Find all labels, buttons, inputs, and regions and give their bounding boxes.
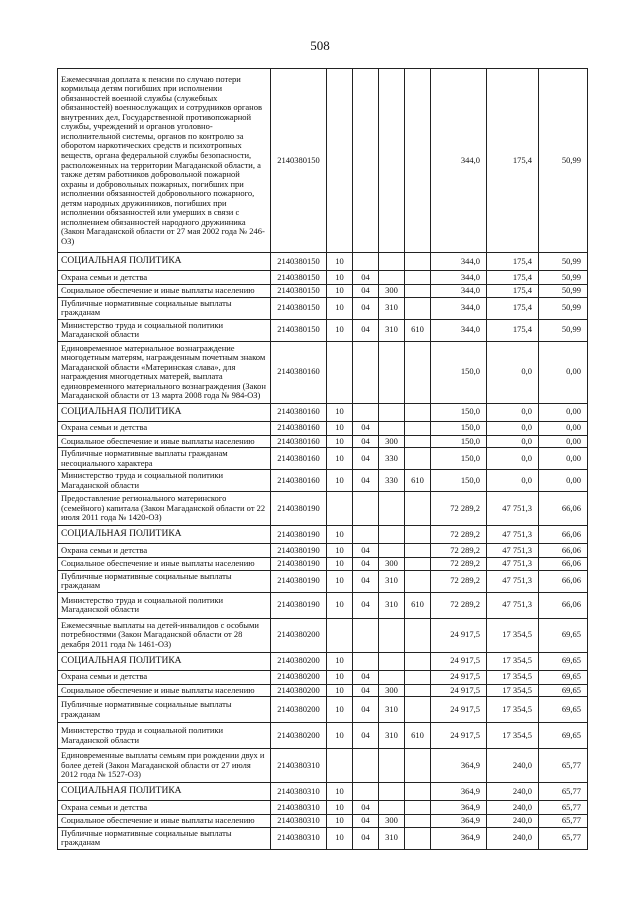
table-row	[58, 526, 588, 544]
row-expense-type	[379, 421, 405, 435]
row-planned-amount: 150,0	[431, 448, 487, 470]
row-execution-percent: 69,65	[539, 618, 588, 652]
row-ministry-code: 610	[405, 319, 431, 341]
row-subsection: 04	[353, 684, 379, 697]
row-ministry-code	[405, 783, 431, 801]
row-planned-amount: 150,0	[431, 341, 487, 403]
table-row	[58, 421, 588, 435]
row-planned-amount: 150,0	[431, 403, 487, 421]
row-subsection: 04	[353, 421, 379, 435]
row-expense-type: 310	[379, 297, 405, 319]
row-section: 10	[327, 544, 353, 558]
row-executed-amount: 47 751,3	[487, 570, 539, 592]
row-code: 2140380150	[271, 69, 327, 253]
row-executed-amount: 0,0	[487, 435, 539, 448]
row-ministry-code	[405, 801, 431, 815]
row-execution-percent: 50,99	[539, 319, 588, 341]
row-code: 2140380310	[271, 749, 327, 783]
row-name: Министерство труда и социальной политики Магаданской области	[58, 470, 271, 492]
row-planned-amount: 364,9	[431, 749, 487, 783]
row-planned-amount: 344,0	[431, 271, 487, 285]
row-code: 2140380150	[271, 285, 327, 298]
row-code: 2140380160	[271, 341, 327, 403]
row-section: 10	[327, 783, 353, 801]
row-executed-amount: 0,0	[487, 470, 539, 492]
row-execution-percent: 0,00	[539, 421, 588, 435]
row-execution-percent: 66,06	[539, 592, 588, 618]
row-subsection	[353, 69, 379, 253]
row-section: 10	[327, 558, 353, 571]
row-section	[327, 618, 353, 652]
row-section: 10	[327, 271, 353, 285]
row-code: 2140380200	[271, 670, 327, 684]
row-execution-percent: 65,77	[539, 827, 588, 849]
row-planned-amount: 24 917,5	[431, 684, 487, 697]
row-executed-amount: 17 354,5	[487, 670, 539, 684]
row-execution-percent: 69,65	[539, 652, 588, 670]
row-code: 2140380150	[271, 271, 327, 285]
row-execution-percent: 50,99	[539, 271, 588, 285]
row-expense-type	[379, 670, 405, 684]
row-planned-amount: 72 289,2	[431, 492, 487, 526]
row-section: 10	[327, 570, 353, 592]
row-subsection: 04	[353, 670, 379, 684]
row-subsection: 04	[353, 558, 379, 571]
row-name: Социальное обеспечение и иные выплаты населению	[58, 435, 271, 448]
row-section	[327, 492, 353, 526]
row-code: 2140380200	[271, 697, 327, 723]
row-planned-amount: 344,0	[431, 319, 487, 341]
row-expense-type: 310	[379, 319, 405, 341]
row-ministry-code	[405, 69, 431, 253]
row-code: 2140380160	[271, 421, 327, 435]
row-expense-type	[379, 492, 405, 526]
row-subsection: 04	[353, 297, 379, 319]
table-row	[58, 69, 588, 253]
row-planned-amount: 344,0	[431, 253, 487, 271]
row-executed-amount: 175,4	[487, 297, 539, 319]
row-section: 10	[327, 697, 353, 723]
row-ministry-code	[405, 421, 431, 435]
row-name: Социальное обеспечение и иные выплаты населению	[58, 285, 271, 298]
row-section: 10	[327, 297, 353, 319]
row-expense-type: 310	[379, 570, 405, 592]
table-row	[58, 470, 588, 492]
budget-table	[57, 68, 588, 850]
row-planned-amount: 24 917,5	[431, 652, 487, 670]
row-expense-type: 310	[379, 697, 405, 723]
row-expense-type: 300	[379, 684, 405, 697]
row-name: Социальное обеспечение и иные выплаты населению	[58, 684, 271, 697]
row-section: 10	[327, 684, 353, 697]
row-expense-type: 300	[379, 558, 405, 571]
row-subsection	[353, 341, 379, 403]
table-row	[58, 558, 588, 571]
row-code: 2140380200	[271, 652, 327, 670]
row-planned-amount: 150,0	[431, 470, 487, 492]
row-section: 10	[327, 319, 353, 341]
row-executed-amount: 240,0	[487, 827, 539, 849]
table-row	[58, 435, 588, 448]
row-execution-percent: 69,65	[539, 670, 588, 684]
row-ministry-code	[405, 403, 431, 421]
row-name: Публичные нормативные выплаты гражданам несоциального характера	[58, 448, 271, 470]
row-name: Охрана семьи и детства	[58, 271, 271, 285]
row-planned-amount: 344,0	[431, 297, 487, 319]
row-name: СОЦИАЛЬНАЯ ПОЛИТИКА	[58, 403, 271, 421]
row-execution-percent: 66,06	[539, 558, 588, 571]
row-planned-amount: 72 289,2	[431, 592, 487, 618]
table-row	[58, 652, 588, 670]
row-name: Публичные нормативные социальные выплаты гражданам	[58, 827, 271, 849]
row-ministry-code: 610	[405, 592, 431, 618]
row-expense-type: 310	[379, 592, 405, 618]
row-executed-amount: 240,0	[487, 783, 539, 801]
row-expense-type: 300	[379, 815, 405, 828]
row-executed-amount: 0,0	[487, 341, 539, 403]
row-subsection: 04	[353, 285, 379, 298]
row-execution-percent: 0,00	[539, 403, 588, 421]
table-row	[58, 403, 588, 421]
row-expense-type	[379, 652, 405, 670]
row-name: Министерство труда и социальной политики Магаданской области	[58, 319, 271, 341]
row-section: 10	[327, 253, 353, 271]
row-execution-percent: 65,77	[539, 749, 588, 783]
row-name: Ежемесячные выплаты на детей-инвалидов с особыми потребностями (Закон Магаданской области от 28 декабря 2011 года № 1461-ОЗ)	[58, 618, 271, 652]
row-executed-amount: 175,4	[487, 253, 539, 271]
row-name: Охрана семьи и детства	[58, 670, 271, 684]
table-row	[58, 285, 588, 298]
row-expense-type: 310	[379, 827, 405, 849]
row-execution-percent: 69,65	[539, 723, 588, 749]
row-name: Социальное обеспечение и иные выплаты населению	[58, 558, 271, 571]
row-execution-percent: 0,00	[539, 341, 588, 403]
row-execution-percent: 0,00	[539, 448, 588, 470]
table-row	[58, 297, 588, 319]
row-execution-percent: 69,65	[539, 697, 588, 723]
row-expense-type	[379, 253, 405, 271]
row-subsection	[353, 652, 379, 670]
row-planned-amount: 24 917,5	[431, 723, 487, 749]
row-ministry-code	[405, 618, 431, 652]
row-executed-amount: 175,4	[487, 69, 539, 253]
row-section: 10	[327, 448, 353, 470]
row-executed-amount: 17 354,5	[487, 723, 539, 749]
row-code: 2140380150	[271, 253, 327, 271]
row-planned-amount: 364,9	[431, 783, 487, 801]
row-expense-type: 300	[379, 435, 405, 448]
row-planned-amount: 150,0	[431, 421, 487, 435]
row-section: 10	[327, 435, 353, 448]
table-row	[58, 801, 588, 815]
page-number: 508	[310, 38, 330, 53]
table-row	[58, 815, 588, 828]
table-row	[58, 253, 588, 271]
table-row	[58, 448, 588, 470]
row-execution-percent: 0,00	[539, 470, 588, 492]
table-row	[58, 783, 588, 801]
row-name: СОЦИАЛЬНАЯ ПОЛИТИКА	[58, 253, 271, 271]
row-expense-type	[379, 526, 405, 544]
row-ministry-code	[405, 285, 431, 298]
row-ministry-code	[405, 492, 431, 526]
row-subsection: 04	[353, 592, 379, 618]
row-name: Охрана семьи и детства	[58, 421, 271, 435]
row-subsection	[353, 618, 379, 652]
row-code: 2140380190	[271, 558, 327, 571]
row-expense-type	[379, 341, 405, 403]
row-executed-amount: 0,0	[487, 403, 539, 421]
row-section: 10	[327, 285, 353, 298]
row-executed-amount: 47 751,3	[487, 558, 539, 571]
row-ministry-code	[405, 815, 431, 828]
row-section	[327, 749, 353, 783]
row-code: 2140380150	[271, 319, 327, 341]
row-section: 10	[327, 526, 353, 544]
table-row	[58, 570, 588, 592]
row-executed-amount: 17 354,5	[487, 652, 539, 670]
row-expense-type	[379, 544, 405, 558]
row-planned-amount: 72 289,2	[431, 526, 487, 544]
row-execution-percent: 0,00	[539, 435, 588, 448]
row-expense-type	[379, 618, 405, 652]
table-row	[58, 749, 588, 783]
row-name: Охрана семьи и детства	[58, 544, 271, 558]
row-planned-amount: 72 289,2	[431, 544, 487, 558]
row-expense-type	[379, 749, 405, 783]
row-planned-amount: 24 917,5	[431, 670, 487, 684]
row-executed-amount: 17 354,5	[487, 697, 539, 723]
row-code: 2140380160	[271, 470, 327, 492]
row-section	[327, 69, 353, 253]
row-name: СОЦИАЛЬНАЯ ПОЛИТИКА	[58, 652, 271, 670]
row-expense-type	[379, 271, 405, 285]
row-execution-percent: 50,99	[539, 285, 588, 298]
row-expense-type: 300	[379, 285, 405, 298]
row-name: Публичные нормативные социальные выплаты гражданам	[58, 297, 271, 319]
row-name: Единовременные выплаты семьям при рождении двух и более детей (Закон Магаданской области от 27 июля 2012 года № 1527-ОЗ)	[58, 749, 271, 783]
row-expense-type: 330	[379, 470, 405, 492]
row-execution-percent: 69,65	[539, 684, 588, 697]
row-execution-percent: 65,77	[539, 783, 588, 801]
row-ministry-code	[405, 670, 431, 684]
row-code: 2140380200	[271, 618, 327, 652]
table-row	[58, 723, 588, 749]
row-ministry-code	[405, 271, 431, 285]
row-execution-percent: 66,06	[539, 492, 588, 526]
row-section: 10	[327, 670, 353, 684]
row-code: 2140380150	[271, 297, 327, 319]
row-code: 2140380190	[271, 570, 327, 592]
row-executed-amount: 47 751,3	[487, 544, 539, 558]
row-executed-amount: 47 751,3	[487, 526, 539, 544]
row-name: Предоставление регионального материнского (семейного) капитала (Закон Магаданской области от 22 июля 2011 года № 1420-ОЗ)	[58, 492, 271, 526]
row-executed-amount: 240,0	[487, 749, 539, 783]
row-planned-amount: 24 917,5	[431, 618, 487, 652]
row-executed-amount: 47 751,3	[487, 592, 539, 618]
row-name: Министерство труда и социальной политики Магаданской области	[58, 592, 271, 618]
row-code: 2140380160	[271, 435, 327, 448]
table-row	[58, 319, 588, 341]
row-subsection: 04	[353, 827, 379, 849]
row-section: 10	[327, 652, 353, 670]
row-executed-amount: 175,4	[487, 319, 539, 341]
row-code: 2140380200	[271, 684, 327, 697]
table-row	[58, 618, 588, 652]
row-section: 10	[327, 801, 353, 815]
row-ministry-code: 610	[405, 723, 431, 749]
row-executed-amount: 0,0	[487, 448, 539, 470]
table-row	[58, 697, 588, 723]
row-expense-type	[379, 403, 405, 421]
row-code: 2140380190	[271, 544, 327, 558]
row-execution-percent: 66,06	[539, 526, 588, 544]
row-ministry-code	[405, 827, 431, 849]
row-ministry-code	[405, 558, 431, 571]
row-subsection: 04	[353, 319, 379, 341]
row-execution-percent: 50,99	[539, 297, 588, 319]
row-subsection	[353, 526, 379, 544]
row-code: 2140380190	[271, 526, 327, 544]
table-row	[58, 271, 588, 285]
row-name: СОЦИАЛЬНАЯ ПОЛИТИКА	[58, 783, 271, 801]
row-executed-amount: 240,0	[487, 801, 539, 815]
row-expense-type	[379, 69, 405, 253]
row-code: 2140380310	[271, 815, 327, 828]
row-ministry-code	[405, 697, 431, 723]
row-section: 10	[327, 403, 353, 421]
row-executed-amount: 175,4	[487, 285, 539, 298]
table-row	[58, 827, 588, 849]
row-subsection: 04	[353, 435, 379, 448]
row-code: 2140380200	[271, 723, 327, 749]
row-subsection	[353, 253, 379, 271]
row-planned-amount: 344,0	[431, 69, 487, 253]
row-section: 10	[327, 723, 353, 749]
row-planned-amount: 364,9	[431, 801, 487, 815]
row-code: 2140380310	[271, 827, 327, 849]
row-execution-percent: 50,99	[539, 69, 588, 253]
row-ministry-code	[405, 544, 431, 558]
row-ministry-code	[405, 652, 431, 670]
row-ministry-code	[405, 684, 431, 697]
row-execution-percent: 66,06	[539, 570, 588, 592]
row-planned-amount: 72 289,2	[431, 570, 487, 592]
row-subsection: 04	[353, 697, 379, 723]
row-executed-amount: 240,0	[487, 815, 539, 828]
row-ministry-code	[405, 341, 431, 403]
row-name: Ежемесячная доплата к пенсии по случаю потери кормильца детям погибших при исполнении обязанностей военной службы (служебных обязанностей) военнослужащих и сотрудников органов внутренних дел, Государственной противопожарной службы, учреждений и органов уголовно-исполнительной системы, органов по контролю за оборотом наркотических средств и психотропных веществ, органа федеральной службы безопасности, расположенных на территории Магаданской области, а также детям работников добровольной пожарной охраны и добровольных пожарных, погибших при исполнении обязанностей добровольного пожарного, детям народных дружинников, погибших при исполнении обязанностей или умерших в связи с исполнением обязанностей народного дружинника (Закон Магаданской области от 27 мая 2002 года № 246-ОЗ)	[58, 69, 271, 253]
row-subsection: 04	[353, 801, 379, 815]
row-planned-amount: 24 917,5	[431, 697, 487, 723]
row-section: 10	[327, 827, 353, 849]
row-name: Публичные нормативные социальные выплаты гражданам	[58, 697, 271, 723]
row-executed-amount: 175,4	[487, 271, 539, 285]
row-subsection	[353, 492, 379, 526]
row-ministry-code	[405, 526, 431, 544]
row-executed-amount: 47 751,3	[487, 492, 539, 526]
row-ministry-code	[405, 448, 431, 470]
row-code: 2140380160	[271, 448, 327, 470]
row-subsection	[353, 749, 379, 783]
row-subsection	[353, 783, 379, 801]
row-ministry-code	[405, 749, 431, 783]
row-execution-percent: 50,99	[539, 253, 588, 271]
row-name: Публичные нормативные социальные выплаты гражданам	[58, 570, 271, 592]
row-subsection	[353, 403, 379, 421]
table-row	[58, 670, 588, 684]
row-name: СОЦИАЛЬНАЯ ПОЛИТИКА	[58, 526, 271, 544]
row-subsection: 04	[353, 470, 379, 492]
row-subsection: 04	[353, 544, 379, 558]
row-execution-percent: 65,77	[539, 815, 588, 828]
table-row	[58, 492, 588, 526]
row-execution-percent: 65,77	[539, 801, 588, 815]
row-planned-amount: 72 289,2	[431, 558, 487, 571]
row-planned-amount: 364,9	[431, 815, 487, 828]
row-ministry-code	[405, 570, 431, 592]
row-code: 2140380310	[271, 783, 327, 801]
row-expense-type: 310	[379, 723, 405, 749]
table-row	[58, 592, 588, 618]
row-planned-amount: 150,0	[431, 435, 487, 448]
row-section	[327, 341, 353, 403]
row-name: Единовременное материальное вознаграждение многодетным матерям, награжденным почетным знаком Магаданской области «Материнская слава», для награждения многодетных матерей, выплата единовременного материального вознаграждения (Закон Магаданской области от 13 марта 2008 года № 984-ОЗ)	[58, 341, 271, 403]
row-section: 10	[327, 592, 353, 618]
row-ministry-code	[405, 435, 431, 448]
table-body	[58, 69, 588, 850]
row-executed-amount: 17 354,5	[487, 618, 539, 652]
row-execution-percent: 66,06	[539, 544, 588, 558]
row-code: 2140380310	[271, 801, 327, 815]
table-row	[58, 544, 588, 558]
row-section: 10	[327, 470, 353, 492]
row-ministry-code: 610	[405, 470, 431, 492]
row-expense-type: 330	[379, 448, 405, 470]
row-code: 2140380160	[271, 403, 327, 421]
row-subsection: 04	[353, 570, 379, 592]
row-expense-type	[379, 801, 405, 815]
row-planned-amount: 344,0	[431, 285, 487, 298]
row-code: 2140380190	[271, 592, 327, 618]
row-subsection: 04	[353, 815, 379, 828]
row-expense-type	[379, 783, 405, 801]
row-ministry-code	[405, 297, 431, 319]
row-executed-amount: 0,0	[487, 421, 539, 435]
row-planned-amount: 364,9	[431, 827, 487, 849]
row-executed-amount: 17 354,5	[487, 684, 539, 697]
row-name: Министерство труда и социальной политики Магаданской области	[58, 723, 271, 749]
table-row	[58, 684, 588, 697]
table-row	[58, 341, 588, 403]
row-subsection: 04	[353, 448, 379, 470]
row-subsection: 04	[353, 271, 379, 285]
row-code: 2140380190	[271, 492, 327, 526]
row-name: Социальное обеспечение и иные выплаты населению	[58, 815, 271, 828]
row-section: 10	[327, 815, 353, 828]
row-name: Охрана семьи и детства	[58, 801, 271, 815]
row-subsection: 04	[353, 723, 379, 749]
row-section: 10	[327, 421, 353, 435]
row-ministry-code	[405, 253, 431, 271]
